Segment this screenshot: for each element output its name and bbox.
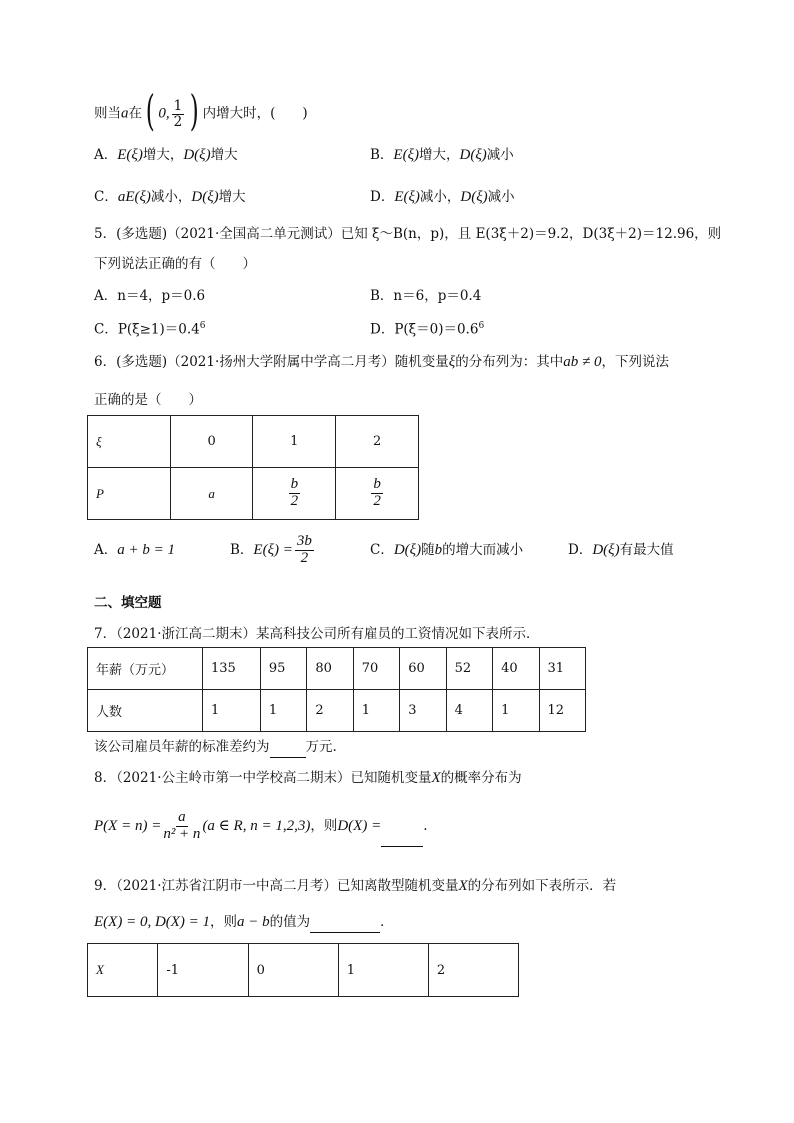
fraction (163, 810, 200, 843)
q7-answer-pre: 该公司雇员年薪的标准差约为 (94, 739, 270, 755)
table-cell: 135 (203, 648, 261, 690)
table-cell: a (170, 468, 253, 520)
table-cell: 1 (338, 944, 428, 997)
option-math: D(ξ) (592, 542, 620, 558)
table-cell: 60 (400, 648, 446, 690)
answer-blank[interactable] (270, 737, 306, 758)
q6-xi: ξ (448, 354, 456, 370)
frac-den: n² + n (163, 826, 201, 842)
q9-tail: 的值为 (269, 914, 311, 930)
q5-stem-line1: 5．(多选题)（2021·全国高二单元测试）已知 ξ～B(n，p)，且 E(3ξ＋2)＝9.2，D(3ξ＋2)＝12.96，则 (94, 226, 722, 242)
frac-den: 2 (290, 493, 299, 509)
table-cell: 年薪（万元） (88, 648, 203, 690)
q5-option-d-exp: 6 (478, 321, 485, 331)
table-cell: 12 (539, 690, 585, 732)
q8-formula (94, 806, 427, 847)
q4-option-a[interactable] (94, 145, 238, 165)
q5-option-d-text: D．P(ξ＝0)＝0.6 (370, 321, 479, 338)
table-cell: 95 (260, 648, 306, 690)
fraction (371, 477, 383, 510)
option-letter: B． (370, 147, 394, 163)
table-cell: 2 (307, 690, 353, 732)
q5-option-c[interactable] (94, 316, 206, 340)
option-math: D(ξ) (459, 147, 487, 163)
q5-option-a[interactable]: A．n＝4，p＝0.6 (94, 288, 206, 304)
q8-var: X (431, 770, 441, 786)
q5-option-c-text: C．P(ξ≥1)＝0.4 (94, 321, 200, 338)
q9-stem-line1 (94, 876, 616, 896)
option-letter: C． (94, 189, 118, 205)
q4-stem (94, 86, 308, 135)
option-letter: D． (568, 542, 593, 558)
option-word: 减小 (486, 147, 514, 163)
option-word: 的增大而减小 (442, 542, 524, 558)
q5-option-c-exp: 6 (199, 321, 206, 331)
q6-option-d[interactable] (568, 540, 674, 560)
q8-rhs: D(X) = (337, 818, 382, 834)
option-word: 减小， (419, 189, 461, 205)
option-letter: C． (370, 542, 394, 558)
q9-var: X (458, 878, 468, 894)
option-math: D(ξ) (460, 189, 488, 205)
table-cell: P (88, 468, 171, 520)
paren-left-icon: ( (145, 86, 155, 135)
option-letter: A． (94, 542, 118, 558)
q6-post: ，下列说法 (601, 354, 669, 370)
q4-suffix: 内增大时，( ) (202, 105, 308, 122)
frac-num: a (178, 809, 186, 826)
section-heading: 二、填空题 (94, 595, 162, 611)
frac-num: 3b (296, 533, 312, 550)
option-word: 增大， (142, 147, 184, 163)
frac-den: 2 (300, 550, 309, 566)
q9-stem-line2 (94, 912, 394, 933)
q9-end: ． (380, 914, 394, 930)
q8-cond: (a ∈ R, n = 1,2,3) (202, 818, 311, 834)
q4-var: a (121, 105, 129, 122)
answer-blank[interactable] (381, 806, 423, 847)
option-math: b (434, 542, 443, 558)
table-cell (253, 468, 336, 520)
q4-option-d[interactable] (370, 187, 515, 207)
q7-answer-post: 万元. (305, 739, 337, 755)
q8-end: . (423, 818, 428, 834)
q4-interval-left: 0, (158, 105, 170, 122)
table-cell: ξ (88, 416, 171, 468)
option-letter: A． (94, 147, 118, 163)
q7-salary-table (87, 647, 586, 732)
q4-prefix: 则当 (94, 105, 121, 122)
table-cell: 31 (539, 648, 585, 690)
option-math: aE(ξ) (117, 189, 151, 205)
option-math: D(ξ) (191, 189, 219, 205)
q4-option-c[interactable] (94, 187, 246, 207)
q6-pre: 6．(多选题)（2021·扬州大学附属中学高二月考）随机变量 (94, 354, 449, 370)
q5-stem-line2: 下列说法正确的有（ ） (94, 256, 256, 272)
q9-pre: 9．（2021·江苏省江阴市一中高二月考）已知离散型随机变量 (94, 878, 459, 894)
table-cell: 1 (260, 690, 306, 732)
q9-cond: E(X) = 0, D(X) = 1 (94, 914, 211, 930)
table-cell: 1 (203, 690, 261, 732)
q4-in: 在 (128, 105, 142, 122)
table-cell: 80 (307, 648, 353, 690)
q6-option-b[interactable] (230, 531, 316, 569)
table-cell: 2 (428, 944, 518, 997)
table-cell: 1 (253, 416, 336, 468)
option-math: E(ξ) (117, 147, 143, 163)
frac-num: b (373, 476, 381, 493)
paren-right-icon: ) (189, 86, 199, 135)
q8-then: ，则 (310, 818, 338, 834)
table-cell: 70 (353, 648, 399, 690)
q9-post: 的分布列如下表所示．若 (467, 878, 617, 894)
option-word: 增大， (419, 147, 460, 163)
table-cell: 2 (336, 416, 419, 468)
table-cell: 1 (353, 690, 399, 732)
q8-stem (94, 768, 522, 788)
fraction (295, 534, 314, 567)
q9-distribution-table (87, 943, 519, 997)
table-cell: 4 (446, 690, 492, 732)
frac-num: b (290, 476, 299, 493)
table-cell: -1 (158, 944, 248, 997)
q5-option-b[interactable]: B．n＝6，p＝0.4 (370, 288, 482, 304)
option-math: D(ξ) (183, 147, 211, 163)
option-math: E(ξ) (393, 147, 419, 163)
table-cell: 1 (493, 690, 539, 732)
q6-option-a[interactable] (94, 540, 175, 560)
q7-answer-line (94, 737, 337, 758)
table-cell: 人数 (88, 690, 203, 732)
option-letter: B． (230, 542, 254, 558)
option-math: a + b = 1 (117, 542, 175, 558)
q6-stem-line1 (94, 352, 669, 372)
q6-cond: ab ≠ 0 (563, 354, 602, 370)
q7-stem: 7．（2021·浙江高二期末）某高科技公司所有雇员的工资情况如下表所示． (94, 626, 540, 642)
option-math: E(ξ) (394, 189, 420, 205)
frac-den: 2 (373, 493, 381, 509)
table-cell: 3 (400, 690, 446, 732)
option-word: 随 (421, 542, 435, 558)
table-cell: 40 (493, 648, 539, 690)
q6-stem-line2: 正确的是（ ） (94, 392, 202, 408)
q8-post: 的概率分布为 (440, 770, 522, 786)
q4-frac-den: 2 (173, 113, 183, 130)
q5-option-d[interactable] (370, 316, 484, 340)
q6-mid: 的分布列为：其中 (455, 354, 564, 370)
table-cell: 0 (248, 944, 338, 997)
q9-mid: ，则 (210, 914, 238, 930)
q4-fraction (172, 99, 185, 128)
q4-frac-num: 1 (173, 98, 183, 115)
option-letter: D． (370, 189, 395, 205)
q9-expr: a − b (237, 914, 270, 930)
table-cell: X (88, 944, 158, 997)
table-cell: 0 (170, 416, 253, 468)
option-math: D(ξ) (393, 542, 422, 558)
q8-pre: 8．（2021·公主岭市第一中学校高二期末）已知随机变量 (94, 770, 432, 786)
q6-option-c[interactable] (370, 540, 523, 560)
q8-lhs: P(X = n) = (94, 818, 162, 834)
table-cell: 52 (446, 648, 492, 690)
option-math: E(ξ) = (253, 542, 293, 558)
option-word: 增大 (210, 147, 238, 163)
q4-option-b[interactable] (370, 145, 514, 165)
option-word: 减小 (487, 189, 515, 205)
option-word: 有最大值 (619, 542, 674, 558)
fraction (289, 477, 301, 510)
answer-blank[interactable] (310, 912, 380, 933)
option-word: 减小， (150, 189, 192, 205)
q6-distribution-table (87, 415, 419, 520)
table-cell (336, 468, 419, 520)
option-word: 增大 (218, 189, 246, 205)
